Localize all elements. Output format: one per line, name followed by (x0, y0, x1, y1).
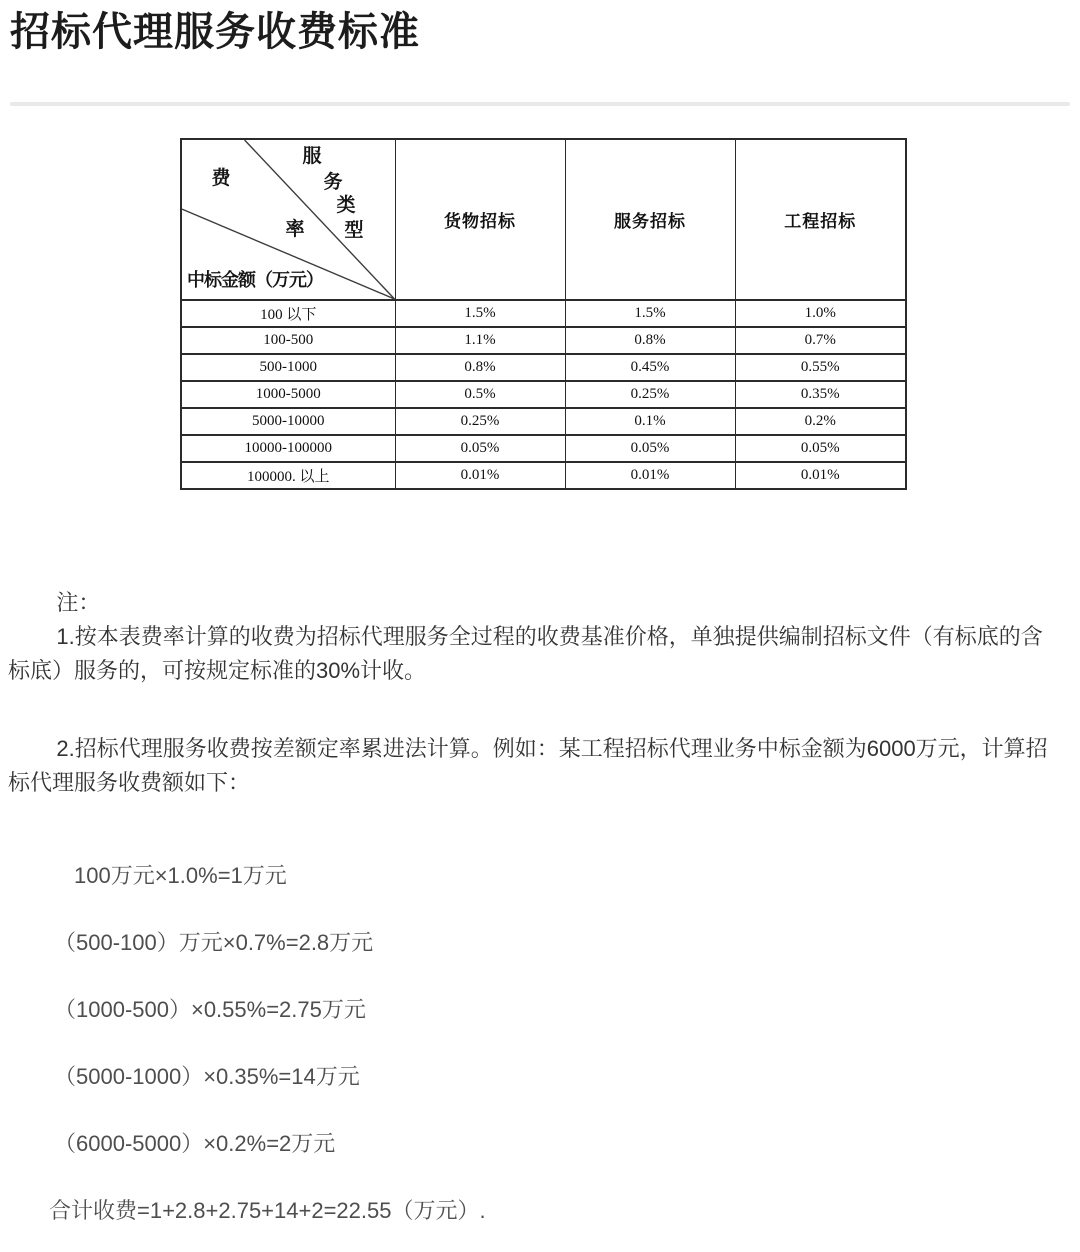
rate-cell: 0.25% (395, 408, 565, 435)
formula-total-line: 合计收费=1+2.8+2.75+14+2=22.55（万元）. (49, 1198, 486, 1223)
rate-cell: 0.8% (395, 354, 565, 381)
rate-cell: 0.1% (565, 408, 735, 435)
title-divider (10, 102, 1070, 106)
corner-type-char: 型 (344, 220, 364, 241)
corner-fee-char: 费 (211, 168, 231, 189)
rate-cell: 0.01% (395, 462, 565, 489)
corner-amount-label: 中标金额（万元） (187, 270, 323, 290)
amount-range-cell: 5000-10000 (181, 408, 395, 435)
note-item-1: 1.按本表费率计算的收费为招标代理服务全过程的收费基准价格，单独提供编制招标文件（有标底的含标底）服务的，可按规定标准的30%计收。 (8, 624, 1043, 683)
rate-cell: 0.7% (735, 327, 906, 354)
rate-cell: 1.5% (395, 300, 565, 327)
rate-cell: 0.05% (395, 435, 565, 462)
formula-line: （1000-500）×0.55%=2.75万元 (54, 997, 366, 1022)
corner-fee-char: 率 (285, 219, 305, 240)
fee-rate-table (180, 138, 907, 490)
fee-rate-table-container (180, 138, 1080, 490)
column-header-service: 服务招标 (565, 139, 735, 300)
rate-cell: 0.05% (735, 435, 906, 462)
notes-section (8, 586, 1064, 800)
rate-cell: 0.35% (735, 381, 906, 408)
rate-cell: 0.01% (565, 462, 735, 489)
amount-range-cell: 1000-5000 (181, 381, 395, 408)
rate-cell: 0.25% (565, 381, 735, 408)
formula-line: （500-100）万元×0.7%=2.8万元 (54, 930, 374, 955)
table-row (181, 462, 906, 489)
table-row (181, 354, 906, 381)
amount-range-cell: 100000. 以上 (181, 462, 395, 489)
rate-cell: 1.1% (395, 327, 565, 354)
amount-range-cell: 100-500 (181, 327, 395, 354)
column-header-project: 工程招标 (735, 139, 906, 300)
rate-cell: 1.0% (735, 300, 906, 327)
formula-line: （5000-1000）×0.35%=14万元 (54, 1064, 360, 1089)
table-row (181, 408, 906, 435)
corner-type-char: 务 (323, 172, 343, 193)
rate-cell: 0.45% (565, 354, 735, 381)
amount-range-cell: 100 以下 (181, 300, 395, 327)
table-row (181, 300, 906, 327)
table-row (181, 435, 906, 462)
column-header-goods: 货物招标 (395, 139, 565, 300)
table-header-row (181, 139, 906, 300)
amount-range-cell: 10000-100000 (181, 435, 395, 462)
rate-cell: 0.01% (735, 462, 906, 489)
notes-label: 注： (56, 590, 101, 615)
rate-cell: 0.05% (565, 435, 735, 462)
rate-cell: 0.2% (735, 408, 906, 435)
rate-cell: 1.5% (565, 300, 735, 327)
rate-cell: 0.5% (395, 381, 565, 408)
corner-type-char: 服 (302, 146, 322, 167)
note-item-2: 2.招标代理服务收费按差额定率累进法计算。例如：某工程招标代理业务中标金额为6000万元，计算招标代理服务收费额如下： (8, 736, 1048, 795)
formula-line: （6000-5000）×0.2%=2万元 (54, 1131, 336, 1156)
rate-cell: 0.55% (735, 354, 906, 381)
table-corner-cell (181, 139, 395, 300)
corner-type-char: 类 (336, 195, 356, 216)
calculation-example (8, 862, 1064, 1225)
amount-range-cell: 500-1000 (181, 354, 395, 381)
table-row (181, 381, 906, 408)
page-title: 招标代理服务收费标准 (10, 10, 420, 54)
formula-line: 100万元×1.0%=1万元 (74, 863, 287, 888)
rate-cell: 0.8% (565, 327, 735, 354)
table-row (181, 327, 906, 354)
